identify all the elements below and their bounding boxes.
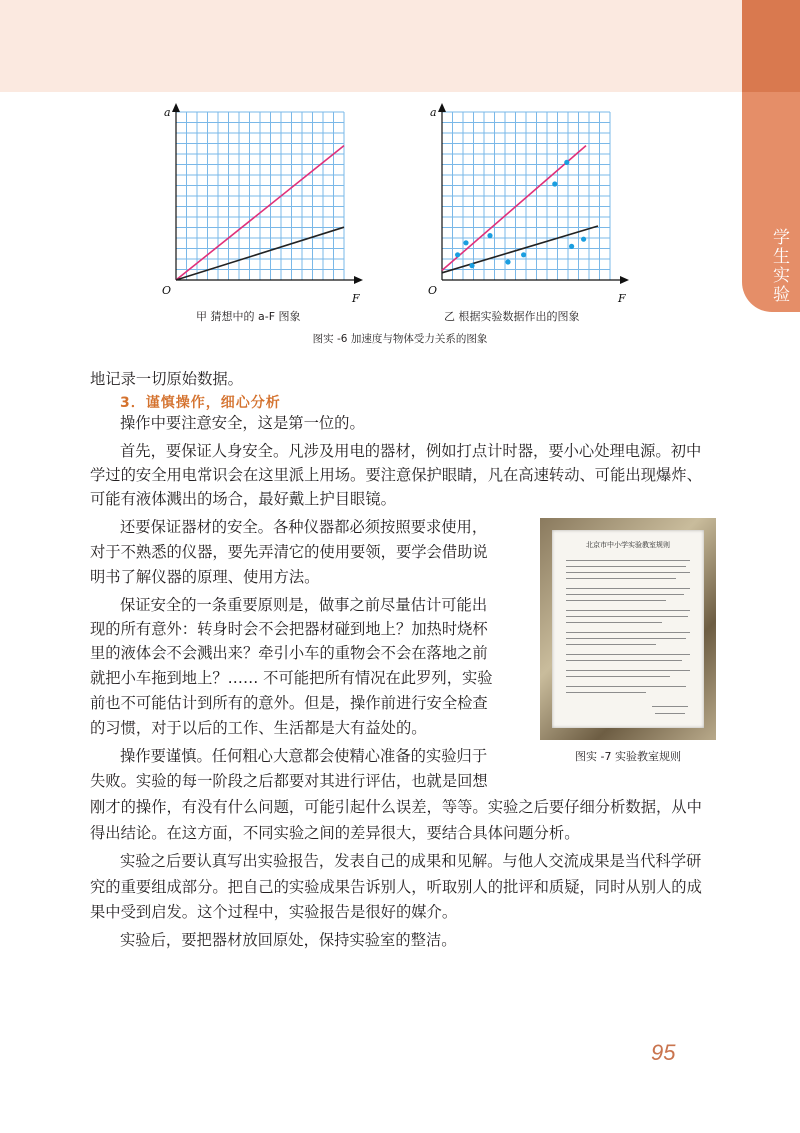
paragraph-line: 还要保证器材的安全。各种仪器都必须按照要求使用， <box>120 518 488 536</box>
data-point <box>521 252 526 257</box>
y-axis-arrow <box>438 103 446 112</box>
paragraph-line: 操作要谨慎。任何粗心大意都会使精心准备的实验归于 <box>120 747 488 765</box>
rules-text-line <box>566 600 666 601</box>
rules-text-line <box>566 594 684 595</box>
paragraph-line: 实验后，要把器材放回原处，保持实验室的整洁。 <box>120 931 457 949</box>
x-axis-label: F <box>618 292 626 305</box>
paragraph-line: 现的所有意外：转身时会不会把器材碰到地上？加热时烧杯 <box>90 620 488 638</box>
rules-text-line <box>566 644 656 645</box>
rules-photo-paper <box>552 530 704 728</box>
rules-text-line <box>566 670 690 671</box>
y-axis-label: a <box>164 106 171 119</box>
paragraph-line: 前也不可能估计到所有的意外。但是，操作前进行安全检查 <box>90 694 488 712</box>
paragraph-line: 的习惯，对于以后的工作、生活都是大有益处的。 <box>90 719 427 737</box>
data-point <box>469 263 474 268</box>
rules-text-line <box>566 676 670 677</box>
rules-date-line <box>655 713 685 714</box>
rules-text-line <box>566 686 686 687</box>
data-point <box>569 244 574 249</box>
paragraph-line: 果中受到启发。这个过程中，实验报告是很好的媒介。 <box>90 903 458 921</box>
data-point <box>581 237 586 242</box>
chart-right-caption: 乙 根据实验数据作出的图象 <box>444 310 580 323</box>
paragraph-line: 就把小车拖到地上？…… 不可能把所有情况在此罗列，实验 <box>90 669 493 687</box>
data-point <box>455 252 460 257</box>
page-number: 95 <box>651 1040 676 1065</box>
rules-signature-line <box>652 706 688 707</box>
paragraph-line: 对于不熟悉的仪器，要先弄清它的使用要领，要学会借助说 <box>90 543 488 561</box>
paragraph-line: 刚才的操作，有没有什么问题，可能引起什么误差，等等。实验之后要仔细分析数据，从中 <box>90 798 702 816</box>
origin-label: O <box>162 284 172 297</box>
photo-caption: 图实 -7 实验教室规则 <box>575 750 681 763</box>
paragraph-line: 首先，要保证人身安全。凡涉及用电的器材，例如打点计时器，要小心处理电源。初中 <box>120 442 702 460</box>
rules-text-line <box>566 660 682 661</box>
chart-left-caption: 甲 猜想中的 a-F 图象 <box>196 310 301 323</box>
chart-right-svg <box>424 100 634 310</box>
paragraph-line: 明书了解仪器的原理、使用方法。 <box>90 568 320 586</box>
paragraph-line: 操作中要注意安全，这是第一位的。 <box>120 414 365 432</box>
rules-text-line <box>566 638 686 639</box>
rules-text-line <box>566 588 690 589</box>
figure-caption: 图实 -6 加速度与物体受力关系的图象 <box>312 333 488 345</box>
x-axis-label: F <box>352 292 360 305</box>
rules-photo-title: 北京市中小学实验教室规则 <box>586 541 670 549</box>
paragraph-line: 地记录一切原始数据。 <box>90 370 243 388</box>
data-point <box>505 259 510 264</box>
data-point <box>552 181 557 186</box>
paragraph-line: 失败。实验的每一阶段之后都要对其进行评估，也就是回想 <box>90 772 488 790</box>
chart-right <box>424 100 634 310</box>
paragraph-line: 可能有液体溅出的场合，最好戴上护目眼镜。 <box>90 490 396 508</box>
rules-text-line <box>566 654 690 655</box>
chart-left <box>158 100 368 310</box>
paragraph-line: 里的液体会不会溅出来？牵引小车的重物会不会在落地之前 <box>90 644 488 662</box>
data-point <box>487 233 492 238</box>
paragraph-line: 保证安全的一条重要原则是，做事之前尽量估计可能出 <box>120 596 488 614</box>
y-axis-arrow <box>172 103 180 112</box>
section-tab-label: 学生实验 <box>769 228 789 304</box>
rules-text-line <box>566 632 690 633</box>
chart-left-svg <box>158 100 368 310</box>
rules-text-line <box>566 616 688 617</box>
rules-text-line <box>566 692 646 693</box>
rules-text-line <box>566 578 676 579</box>
x-axis-arrow <box>354 276 363 284</box>
paragraph-line: 究的重要组成部分。把自己的实验成果告诉别人，听取别人的批评和质疑，同时从别人的成 <box>90 878 702 896</box>
rules-text-line <box>566 566 686 567</box>
header-band <box>0 0 800 92</box>
rules-text-line <box>566 572 690 573</box>
section-heading: 3．谨慎操作，细心分析 <box>120 395 281 411</box>
side-tab-top <box>742 0 800 92</box>
y-axis-label: a <box>430 106 437 119</box>
x-axis-arrow <box>620 276 629 284</box>
rules-text-line <box>566 610 690 611</box>
rules-photo-frame <box>540 518 716 740</box>
data-point <box>463 240 468 245</box>
paragraph-line: 学过的安全用电常识会在这里派上用场。要注意保护眼睛，凡在高速转动、可能出现爆炸、 <box>90 466 702 484</box>
rules-text-line <box>566 622 662 623</box>
rules-text-line <box>566 560 690 561</box>
origin-label: O <box>428 284 438 297</box>
paragraph-line: 实验之后要认真写出实验报告，发表自己的成果和见解。与他人交流成果是当代科学研 <box>120 852 702 870</box>
data-point <box>564 160 569 165</box>
paragraph-line: 得出结论。在这方面，不同实验之间的差异很大，要结合具体问题分析。 <box>90 824 580 842</box>
